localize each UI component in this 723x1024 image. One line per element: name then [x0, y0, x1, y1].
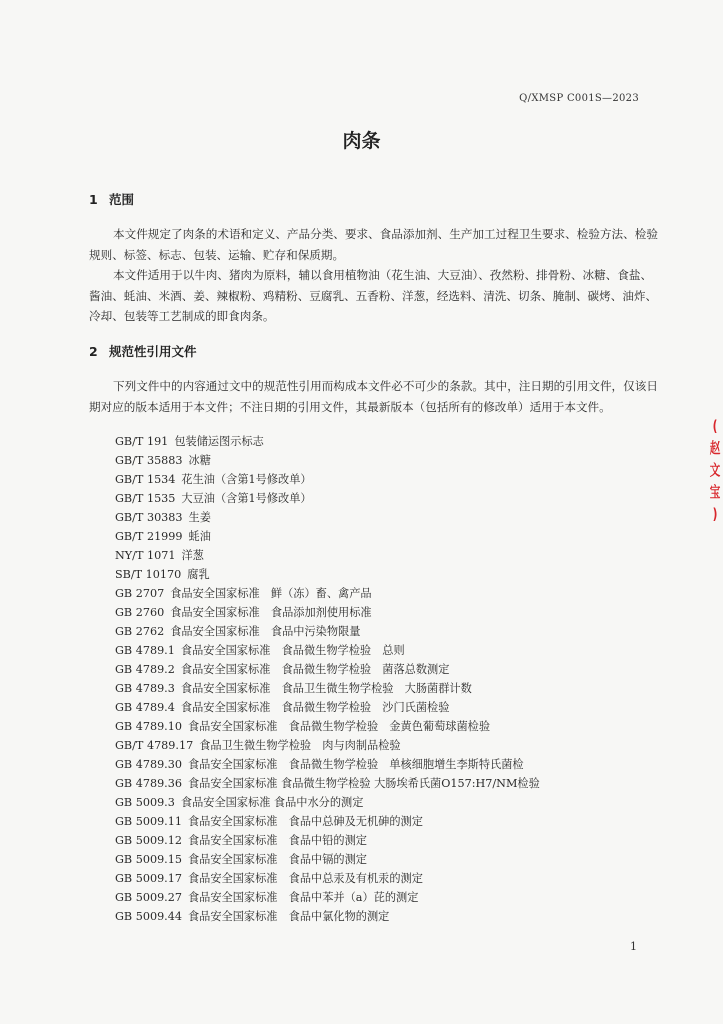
reference-item — [115, 489, 540, 508]
scope-paragraph-2: 本文件适用于以牛肉、猪肉为原料，辅以食用植物油（花生油、大豆油）、孜然粉、排骨粉、冰糖、食盐、酱油、蚝油、米酒、姜、辣椒粉、鸡精粉、豆腐乳、五香粉、洋葱，经选料、清洗、切条、腌制、碳烤、油炸、冷却、包装等工艺制成的即食肉条。 — [89, 268, 658, 323]
reference-item — [115, 850, 540, 869]
reference-title: 食品安全国家标准 食品中总汞及有机汞的测定 — [187, 872, 423, 885]
reference-code: GB/T 1535 — [115, 492, 176, 505]
reference-title: 蚝油 — [188, 530, 211, 543]
section-number: 2 — [89, 344, 98, 359]
red-seal-stamp — [707, 415, 723, 700]
reference-title: 包装储运图示标志 — [174, 435, 264, 448]
reference-title: 食品安全国家标准 食品中总砷及无机砷的测定 — [187, 815, 423, 828]
references-intro: 下列文件中的内容通过文中的规范性引用而构成本文件必不可少的条款。其中，注日期的引用文件，仅该日期对应的版本适用于本文件；不注日期的引用文件，其最新版本（包括所有的修改单）适用于本文件。 — [89, 379, 658, 414]
reference-title: 食品安全国家标准 食品微生物学检验 总则 — [180, 644, 405, 657]
reference-item — [115, 774, 540, 793]
reference-code: GB 4789.30 — [115, 758, 182, 771]
reference-code: GB 5009.15 — [115, 853, 182, 866]
reference-item — [115, 451, 540, 470]
reference-item — [115, 603, 540, 622]
reference-code: GB 4789.10 — [115, 720, 182, 733]
reference-item — [115, 546, 540, 565]
reference-title: 食品安全国家标准 食品微生物学检验 沙门氏菌检验 — [180, 701, 450, 714]
reference-item — [115, 432, 540, 451]
reference-item — [115, 793, 540, 812]
reference-title: 食品安全国家标准 食品卫生微生物学检验 大肠菌群计数 — [180, 682, 472, 695]
reference-title: 食品安全国家标准 食品添加剂使用标准 — [170, 606, 372, 619]
document-title: 肉条 — [342, 130, 381, 152]
reference-title: 食品安全国家标准 鲜（冻）畜、禽产品 — [170, 587, 372, 600]
reference-code: GB 2760 — [115, 606, 165, 619]
reference-title: 食品卫生微生物学检验 肉与肉制品检验 — [199, 739, 401, 752]
reference-item — [115, 527, 540, 546]
reference-item — [115, 717, 540, 736]
reference-code: GB 5009.44 — [115, 910, 182, 923]
reference-title: 生姜 — [188, 511, 211, 524]
reference-code: NY/T 1071 — [115, 549, 176, 562]
reference-item — [115, 622, 540, 641]
reference-code: GB/T 4789.17 — [115, 739, 194, 752]
reference-title: 洋葱 — [181, 549, 204, 562]
reference-title: 食品安全国家标准 食品微生物学检验 菌落总数测定 — [180, 663, 450, 676]
reference-item — [115, 660, 540, 679]
reference-list — [115, 432, 540, 926]
reference-title: 食品安全国家标准 食品微生物学检验 大肠埃希氏菌O157:H7/NM检验 — [187, 777, 540, 790]
standard-code: Q/XMSP C001S—2023 — [519, 93, 639, 104]
reference-title: 食品安全国家标准 食品中苯并（a）芘的测定 — [187, 891, 419, 904]
reference-code: GB 4789.4 — [115, 701, 175, 714]
section-title: 范围 — [109, 192, 135, 207]
section-heading-references — [89, 342, 197, 360]
reference-item — [115, 869, 540, 888]
reference-item — [115, 888, 540, 907]
reference-code: GB 5009.27 — [115, 891, 182, 904]
reference-title: 花生油（含第1号修改单） — [181, 473, 312, 486]
reference-item — [115, 755, 540, 774]
reference-code: SB/T 10170 — [115, 568, 182, 581]
reference-code: GB/T 35883 — [115, 454, 183, 467]
reference-title: 食品安全国家标准 食品中污染物限量 — [170, 625, 361, 638]
reference-item — [115, 907, 540, 926]
stamp-character: 文 — [709, 461, 721, 479]
reference-code: GB 5009.11 — [115, 815, 182, 828]
reference-item — [115, 508, 540, 527]
reference-item — [115, 679, 540, 698]
stamp-character: 赵 — [709, 439, 721, 457]
reference-item — [115, 831, 540, 850]
reference-code: GB 5009.3 — [115, 796, 175, 809]
reference-title: 食品安全国家标准 食品中氯化物的测定 — [187, 910, 390, 923]
reference-code: GB 2762 — [115, 625, 165, 638]
reference-title: 食品安全国家标准 食品中水分的测定 — [180, 796, 364, 809]
page-number: 1 — [630, 940, 637, 953]
reference-code: GB/T 30383 — [115, 511, 183, 524]
reference-code: GB 4789.36 — [115, 777, 182, 790]
reference-code: GB/T 1534 — [115, 473, 176, 486]
scope-paragraph-1: 本文件规定了肉条的术语和定义、产品分类、要求、食品添加剂、生产加工过程卫生要求、检验方法、检验规则、标签、标志、包装、运输、贮存和保质期。 — [89, 227, 658, 262]
reference-item — [115, 641, 540, 660]
section-title: 规范性引用文件 — [109, 344, 197, 359]
reference-title: 冰糖 — [188, 454, 211, 467]
reference-title: 食品安全国家标准 食品中镉的测定 — [187, 853, 367, 866]
reference-code: GB/T 191 — [115, 435, 169, 448]
reference-title: 食品安全国家标准 食品微生物学检验 单核细胞增生李斯特氏菌检 — [187, 758, 524, 771]
reference-item — [115, 470, 540, 489]
reference-title: 腐乳 — [187, 568, 210, 581]
section-number: 1 — [89, 192, 98, 207]
reference-code: GB/T 21999 — [115, 530, 183, 543]
reference-item — [115, 812, 540, 831]
reference-code: GB 4789.3 — [115, 682, 175, 695]
reference-code: GB 2707 — [115, 587, 165, 600]
reference-title: 大豆油（含第1号修改单） — [181, 492, 312, 505]
reference-title: 食品安全国家标准 食品微生物学检验 金黄色葡萄球菌检验 — [187, 720, 491, 733]
stamp-character: 宝 — [709, 483, 721, 501]
reference-item — [115, 565, 540, 584]
reference-item — [115, 736, 540, 755]
stamp-character: ) — [712, 505, 718, 523]
stamp-character: ( — [712, 417, 718, 435]
reference-title: 食品安全国家标准 食品中铅的测定 — [187, 834, 367, 847]
reference-code: GB 5009.12 — [115, 834, 182, 847]
reference-code: GB 4789.1 — [115, 644, 175, 657]
reference-code: GB 5009.17 — [115, 872, 182, 885]
reference-code: GB 4789.2 — [115, 663, 175, 676]
reference-item — [115, 698, 540, 717]
section-heading-scope — [89, 190, 134, 208]
reference-item — [115, 584, 540, 603]
